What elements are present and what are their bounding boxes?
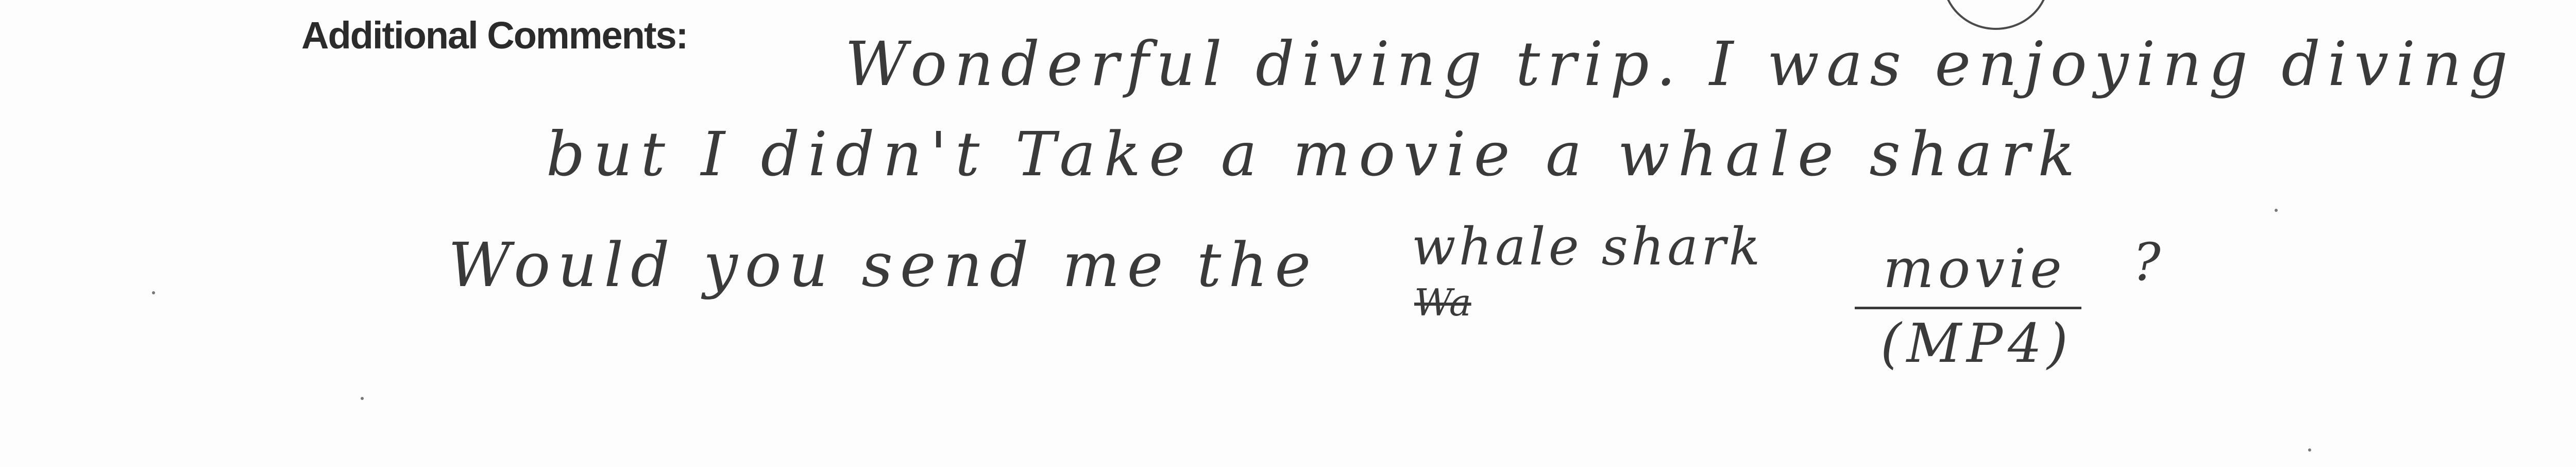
inserted-word-whale-shark: whale shark (1412, 216, 1764, 277)
struck-out-word: Wa (1414, 281, 1471, 324)
movie-word: movie (1883, 237, 2066, 300)
underline-divider (1855, 307, 2081, 309)
handwritten-line-3: Would you send me the (448, 229, 1318, 301)
paper-speck (361, 397, 364, 400)
format-mp4: (MP4) (1880, 312, 2073, 375)
paper-speck (2275, 209, 2278, 212)
question-mark: ? (2133, 232, 2161, 292)
handwritten-line-2: but I didn't Take a movie a whale shark (546, 119, 2083, 190)
additional-comments-label: Additional Comments: (301, 14, 688, 57)
handwritten-line-1: Wonderful diving trip. I was enjoying diving (845, 28, 2515, 99)
circled-mark (1942, 0, 2049, 30)
paper-speck (152, 291, 155, 294)
paper-speck (2308, 448, 2311, 452)
